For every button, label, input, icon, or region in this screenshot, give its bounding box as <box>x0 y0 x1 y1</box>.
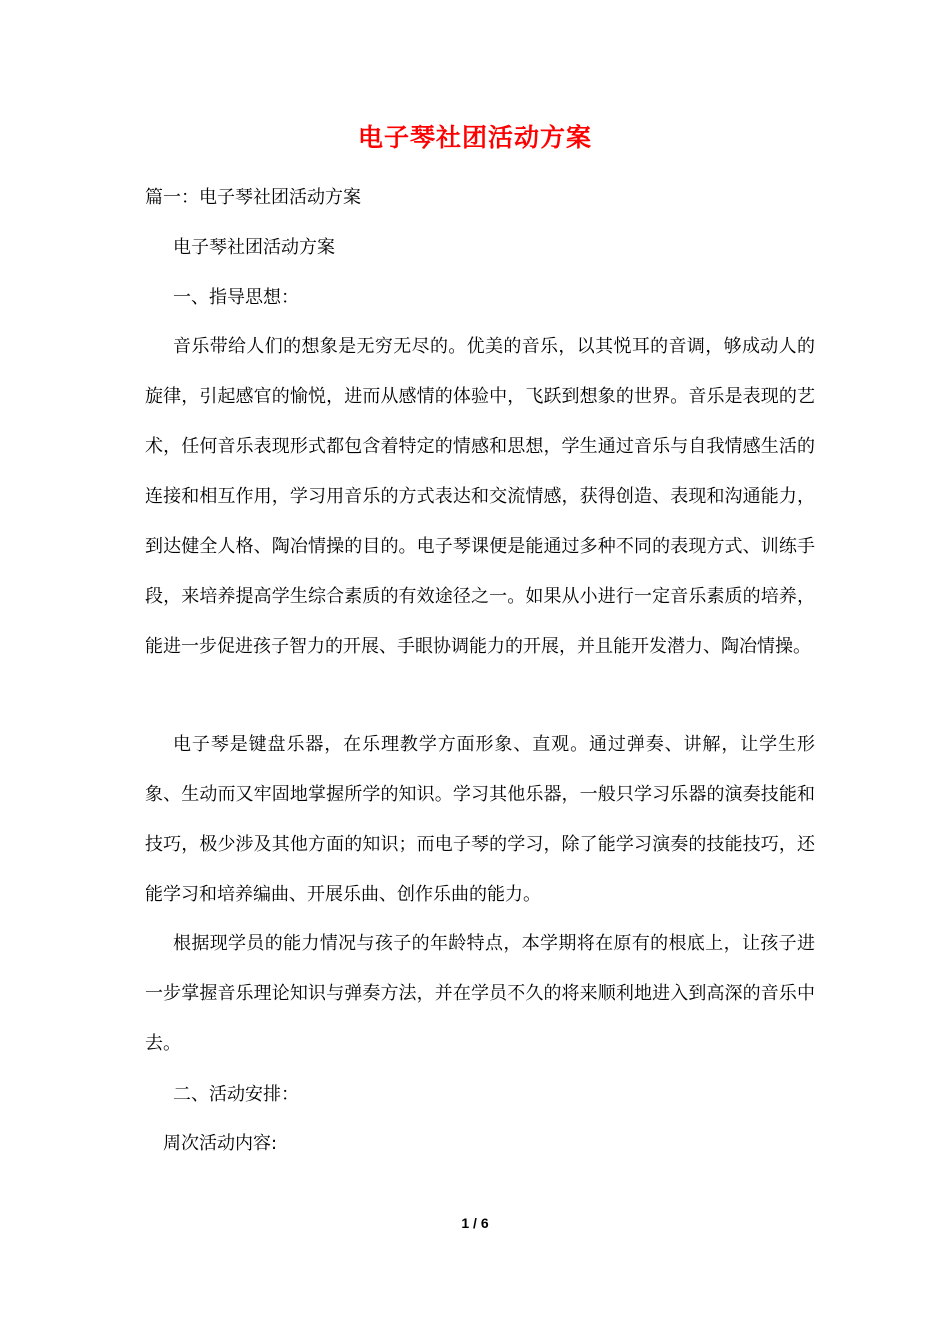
part-heading: 篇一：电子琴社团活动方案 <box>145 187 361 208</box>
section2-heading: 二、活动安排： <box>173 1084 299 1105</box>
page-number: 1 / 6 <box>461 1215 489 1231</box>
paragraph-3: 根据现学员的能力情况与孩子的年龄特点，本学期将在原有的根底上，让孩子进一步掌握音乐理论知识与弹奏方法，并在学员不久的将来顺利地进入到高深的音乐中去。 <box>145 933 815 1054</box>
paragraph-1: 音乐带给人们的想象是无穷无尽的。优美的音乐，以其悦耳的音调，够成动人的旋律，引起感官的愉悦，进而从感情的体验中，飞跃到想象的世界。音乐是表现的艺术，任何音乐表现形式都包含着特定的情感和思想，学生通过音乐与自我情感生活的连接和相互作用，学习用音乐的方式表达和交流情感，获得创造、表现和沟通能力，到达健全人格、陶冶情操的目的。电子琴课便是能通过多种不同的表现方式、训练手段，来培养提高学生综合素质的有效途径之一。如果从小进行一定音乐素质的培养，能进一步促进孩子智力的开展、手眼协调能力的开展，并且能开发潜力、陶冶情操。 <box>145 336 815 657</box>
weekly-label: 周次活动内容: <box>163 1133 278 1154</box>
sub-title: 电子琴社团活动方案 <box>173 237 335 258</box>
section1-heading: 一、指导思想： <box>173 287 299 308</box>
paragraph-2: 电子琴是键盘乐器，在乐理教学方面形象、直观。通过弹奏、讲解，让学生形象、生动而又牢固地掌握所学的知识。学习其他乐器，一般只学习乐器的演奏技能和技巧，极少涉及其他方面的知识；而电子琴的学习，除了能学习演奏的技能技巧，还能学习和培养编曲、开展乐曲、创作乐曲的能力。 <box>145 734 815 905</box>
document-title: 电子琴社团活动方案 <box>357 123 592 152</box>
